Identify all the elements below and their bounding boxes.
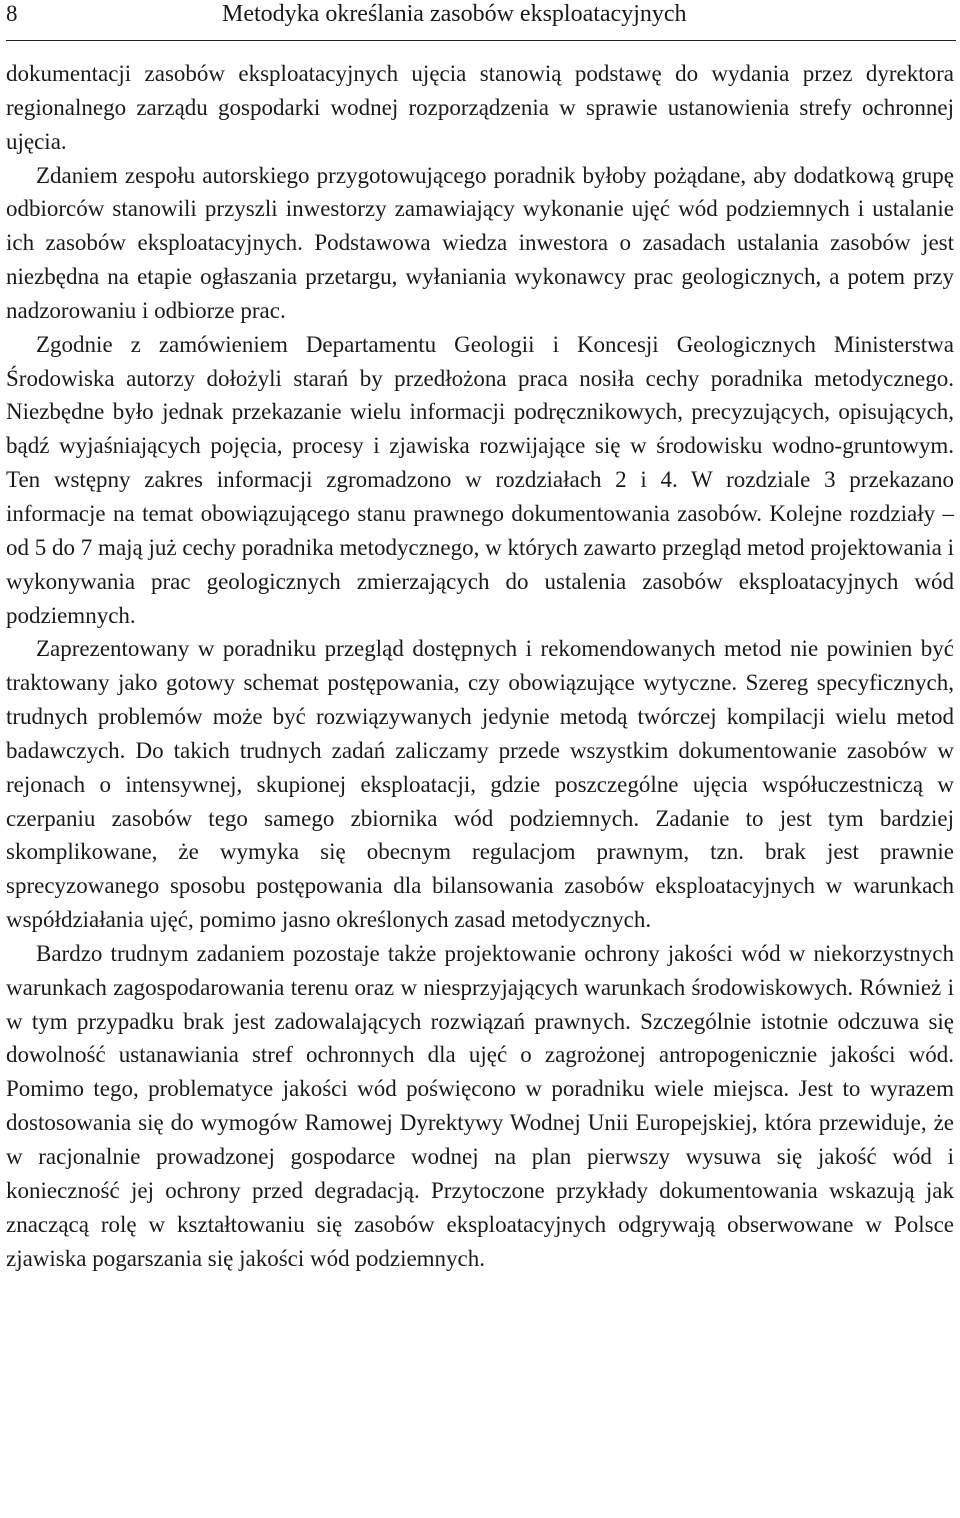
paragraph: Zaprezentowany w poradniku przegląd dostępnych i rekomendowanych metod nie powinien być traktowany jako gotowy schemat postępowania, czy obowiązujące wytyczne. Szereg specyficznych, trudnych problemów może być rozwiązywanych jedynie metodą twórczej kompilacji wielu metod badawczych. Do takich trudnych zadań zaliczamy przede wszystkim dokumentowanie zasobów w rejonach o intensywnej, skupionej eksploatacji, gdzie poszczególne ujęcia współuczestniczą w czerpaniu zasobów tego samego zbiornika wód podziemnych. Zadanie to jest tym bardziej skomplikowane, że wymyka się obecnym regulacjom prawnym, tzn. brak jest prawnie sprecyzowanego sposobu postępowania dla bilansowania zasobów eksploatacyjnych w warunkach współdziałania ujęć, pomimo jasno określonych zasad metodycznych. <box>6 636 954 933</box>
page-header <box>6 0 956 41</box>
paragraph: dokumentacji zasobów eksploatacyjnych ujęcia stanowią podstawę do wydania przez dyrektora regionalnego zarządu gospodarki wodnej rozporządzenia w sprawie ustanowienia strefy ochronnej ujęcia. <box>6 61 954 154</box>
paragraph: Zgodnie z zamówieniem Departamentu Geologii i Koncesji Geologicznych Ministerstwa Środowiska autorzy dołożyli starań by przedłożona praca nosiła cechy poradnika metodycznego. Niezbędne było jednak przekazanie wielu informacji podręcznikowych, precyzujących, opisujących, bądź wyjaśniających pojęcia, procesy i zjawiska rozwijające się w środowisku wodno-gruntowym. Ten wstępny zakres informacji zgromadzono w rozdziałach 2 i 4. W rozdziale 3 przekazano informacje na temat obowiązującego stanu prawnego dokumentowania zasobów. Kolejne rozdziały – od 5 do 7 mają już cechy poradnika metodycznego, w których zawarto przegląd metod projektowania i wykonywania prac geologicznych zmierzających do ustalenia zasobów eksploatacyjnych wód podziemnych. <box>6 331 954 628</box>
page-number: 8 <box>6 1 18 26</box>
body-text <box>6 57 954 1275</box>
paragraph: Bardzo trudnym zadaniem pozostaje także projektowanie ochrony jakości wód w niekorzystnych warunkach zagospodarowania terenu oraz w niesprzyjających warunkach środowiskowych. Również i w tym przypadku brak jest zadowalających rozwiązań prawnych. Szczególnie istotnie odczuwa się dowolność ustanawiania stref ochronnych dla ujęć o zagrożonej antropogenicznie jakości wód. Pomimo tego, problematyce jakości wód poświęcono w poradniku wiele miejsca. Jest to wyrazem dostosowania się do wymogów Ramowej Dyrektywy Wodnej Unii Europejskiej, która przewiduje, że w racjonalnie prowadzonej gospodarce wodnej na plan pierwszy wysuwa się jakość wód i konieczność jej ochrony przed degradacją. Przytoczone przykłady dokumentowania wskazują jak znaczącą rolę w kształtowaniu się zasobów eksploatacyjnych odgrywają obserwowane w Polsce zjawiska pogarszania się jakości wód podziemnych. <box>6 940 954 1271</box>
running-title: Metodyka określania zasobów eksploatacyjnych <box>222 1 687 27</box>
paragraph: Zdaniem zespołu autorskiego przygotowującego poradnik byłoby pożądane, aby dodatkową grupę odbiorców stanowili przyszli inwestorzy zamawiający wykonanie ujęć wód podziemnych i ustalanie ich zasobów eksploatacyjnych. Podstawowa wiedza inwestora o zasadach ustalania zasobów jest niezbędna na etapie ogłaszania przetargu, wyłaniania wykonawcy prac geologicznych, a potem przy nadzorowaniu i odbiorze prac. <box>6 162 954 323</box>
